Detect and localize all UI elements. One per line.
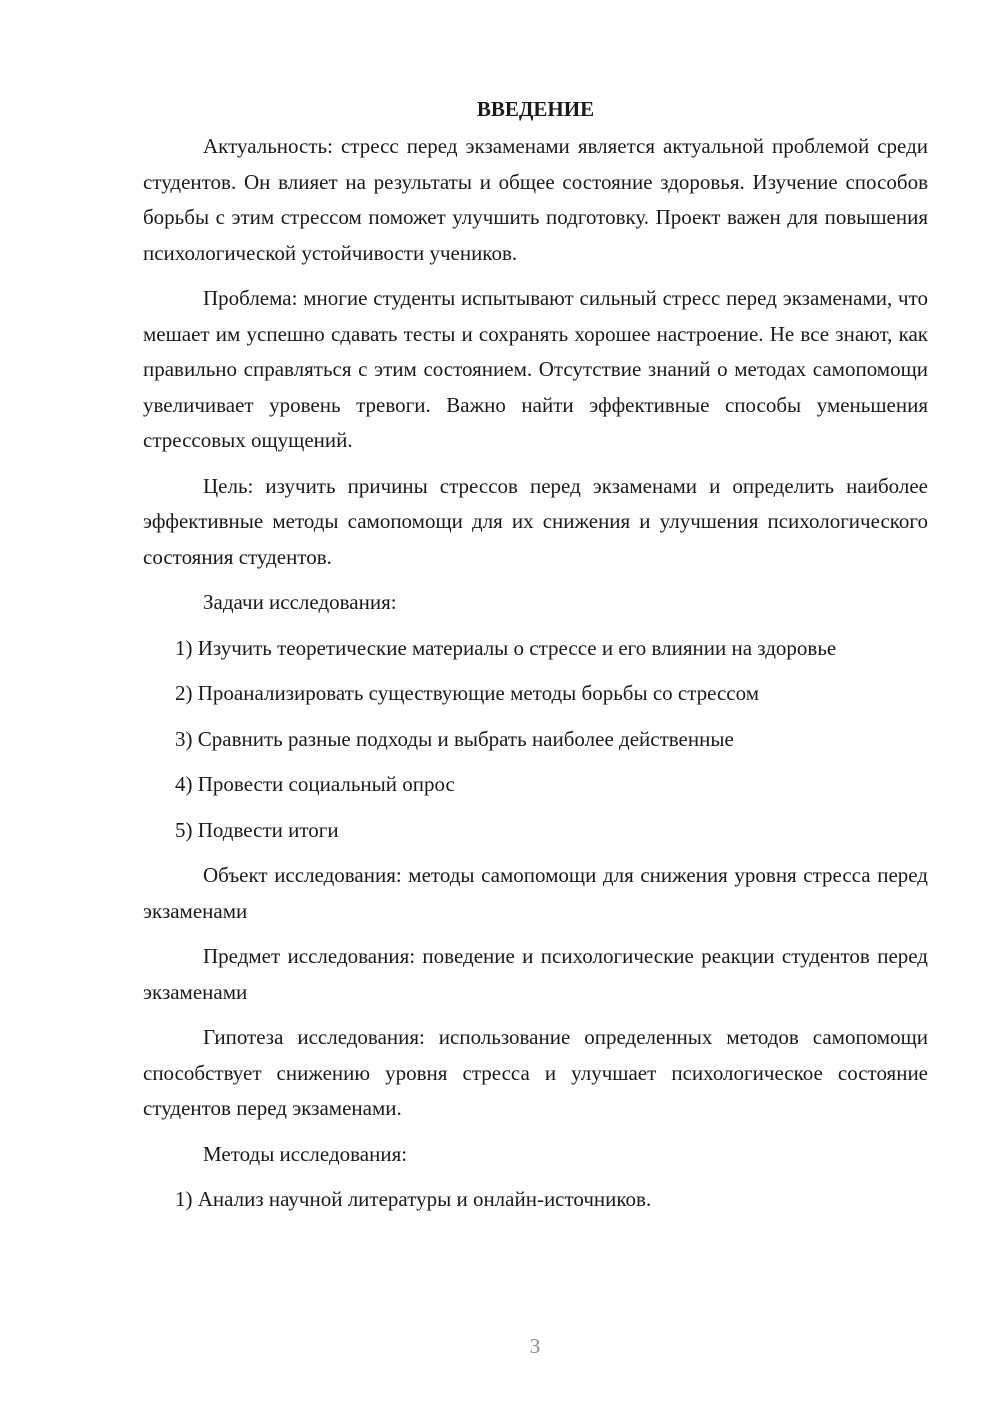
task-item-5: 5) Подвести итоги xyxy=(175,817,339,842)
goal-paragraph: Цель: изучить причины стрессов перед экзаменами и определить наиболее эффективные методы самопомощи для их снижения и улучшения психологического состояния студентов. xyxy=(143,473,928,569)
task-item-1: 1) Изучить теоретические материалы о стрессе и его влиянии на здоровье xyxy=(175,635,837,660)
task-item-2: 2) Проанализировать существующие методы борьбы со стрессом xyxy=(175,681,760,705)
hypothesis-paragraph: Гипотеза исследования: использование определенных методов самопомощи способствует снижению уровня стресса и улучшает психологическое состояние студентов перед экзаменами. xyxy=(143,1025,928,1120)
problem-paragraph: Проблема: многие студенты испытывают сильный стресс перед экзаменами, что мешает им успешно сдавать тесты и сохранять хорошее настроение. Не все знают, как правильно справляться с этим состоянием. Отсутствие знаний о методах самопомощи увеличивает уровень тревоги. Важно найти эффективные способы уменьшения стрессовых ощущений. xyxy=(143,286,928,452)
task-item-4: 4) Провести социальный опрос xyxy=(175,772,455,796)
relevance-paragraph: Актуальность: стресс перед экзаменами является актуальной проблемой среди студентов. Он влияет на результаты и общее состояние здоровья. Изучение способов борьбы с этим стрессом поможет улучшить подготовку. Проект важен для повышения психологической устойчивости учеников. xyxy=(143,134,928,265)
subject-paragraph: Предмет исследования: поведение и психологические реакции студентов перед экзаменами xyxy=(143,944,928,1004)
task-item-3: 3) Сравнить разные подходы и выбрать наиболее действенные xyxy=(175,726,734,751)
page-number: 3 xyxy=(529,1334,541,1358)
method-item-1: 1) Анализ научной литературы и онлайн-источников. xyxy=(175,1187,652,1211)
page-content xyxy=(143,92,928,1228)
methods-title: Методы исследования: xyxy=(203,1141,408,1166)
tasks-title: Задачи исследования: xyxy=(203,590,397,614)
page-heading: ВВЕДЕНИЕ xyxy=(476,97,595,121)
object-paragraph: Объект исследования: методы самопомощи для снижения уровня стресса перед экзаменами xyxy=(143,863,928,923)
